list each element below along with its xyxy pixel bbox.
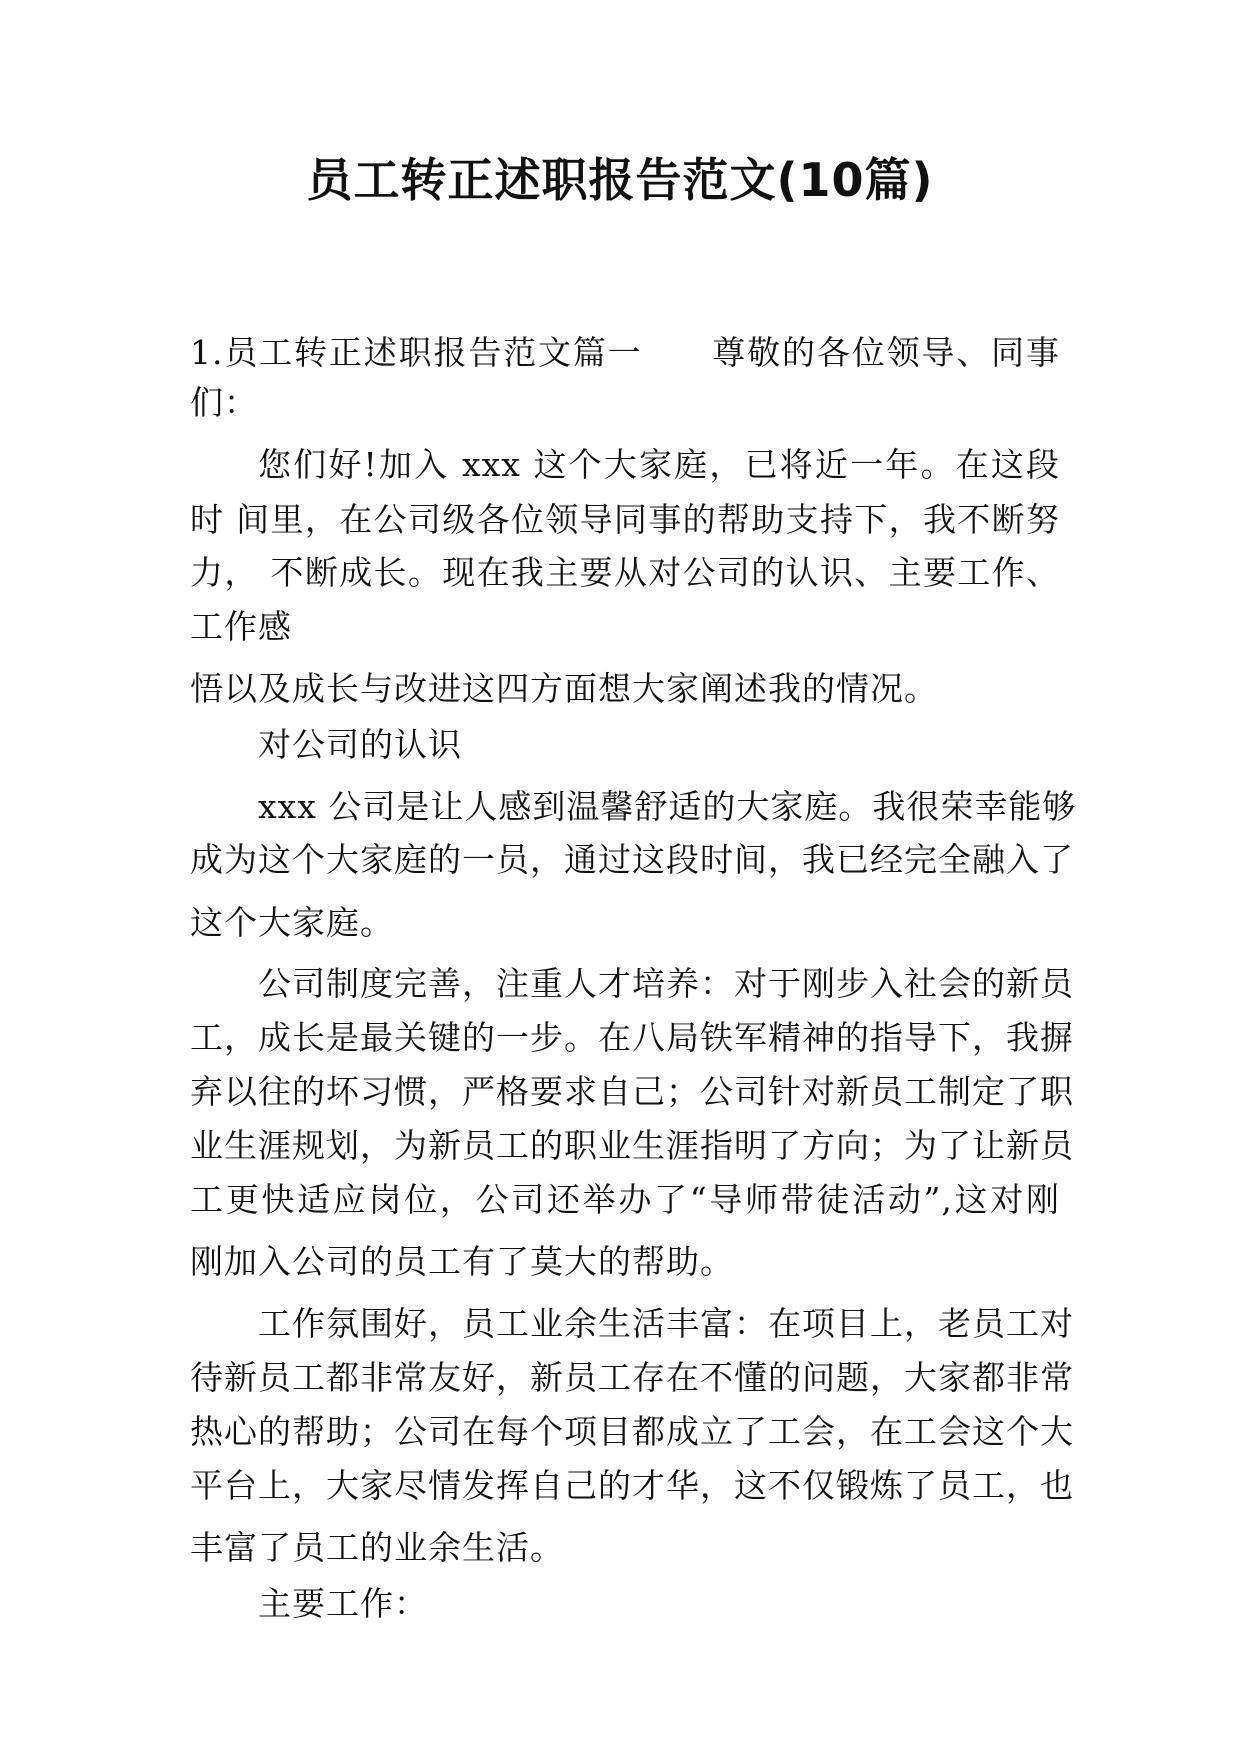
text-line: 1.员工转正述职报告范文篇一 尊敬的各位领导、同事 [190, 333, 1060, 372]
text-line: 热心的帮助；公司在每个项目都成立了工会，在工会这个大 [190, 1412, 1074, 1451]
text-line: 公司制度完善，注重人才培养：对于刚步入社会的新员 [258, 964, 1074, 1003]
text-line: 们： [190, 383, 258, 422]
section-heading: 主要工作： [258, 1584, 428, 1623]
text-line: 刚加入公司的员工有了莫大的帮助。 [190, 1242, 734, 1281]
text-line: 工作氛围好，员工业余生活丰富：在项目上，老员工对 [258, 1304, 1074, 1343]
text-line: 平台上，大家尽情发挥自己的才华，这不仅锻炼了员工，也 [190, 1466, 1074, 1505]
text-line: 力， 不断成长。现在我主要从对公司的认识、主要工作、 [190, 553, 1060, 592]
text-line: xxx 公司是让人感到温馨舒适的大家庭。我很荣幸能够 [258, 787, 1077, 826]
text-line: 成为这个大家庭的一员，通过这段时间，我已经完全融入了 [190, 840, 1074, 879]
text-line: 待新员工都非常友好，新员工存在不懂的问题，大家都非常 [190, 1358, 1074, 1397]
text-line: 工更快适应岗位，公司还举办了“导师带徒活动”,这对刚 [190, 1180, 1060, 1219]
text-line: 工，成长是最关键的一步。在八局铁军精神的指导下，我摒 [190, 1018, 1074, 1057]
text-line: 工作感 [190, 607, 292, 646]
text-line: 悟以及成长与改进这四方面想大家阐述我的情况。 [190, 669, 938, 708]
document-title: 员工转正述职报告范文(10篇) [306, 153, 934, 207]
text-line: 丰富了员工的业余生活。 [190, 1528, 564, 1567]
text-line: 弃以往的坏习惯，严格要求自己；公司针对新员工制定了职 [190, 1072, 1074, 1111]
text-line: 业生涯规划，为新员工的职业生涯指明了方向；为了让新员 [190, 1126, 1074, 1165]
text-line: 这个大家庭。 [190, 903, 394, 942]
section-heading: 对公司的认识 [258, 725, 462, 764]
text-line: 您们好!加入 xxx 这个大家庭，已将近一年。在这段 [258, 445, 1060, 484]
text-line: 时 间里，在公司级各位领导同事的帮助支持下，我不断努 [190, 500, 1060, 539]
